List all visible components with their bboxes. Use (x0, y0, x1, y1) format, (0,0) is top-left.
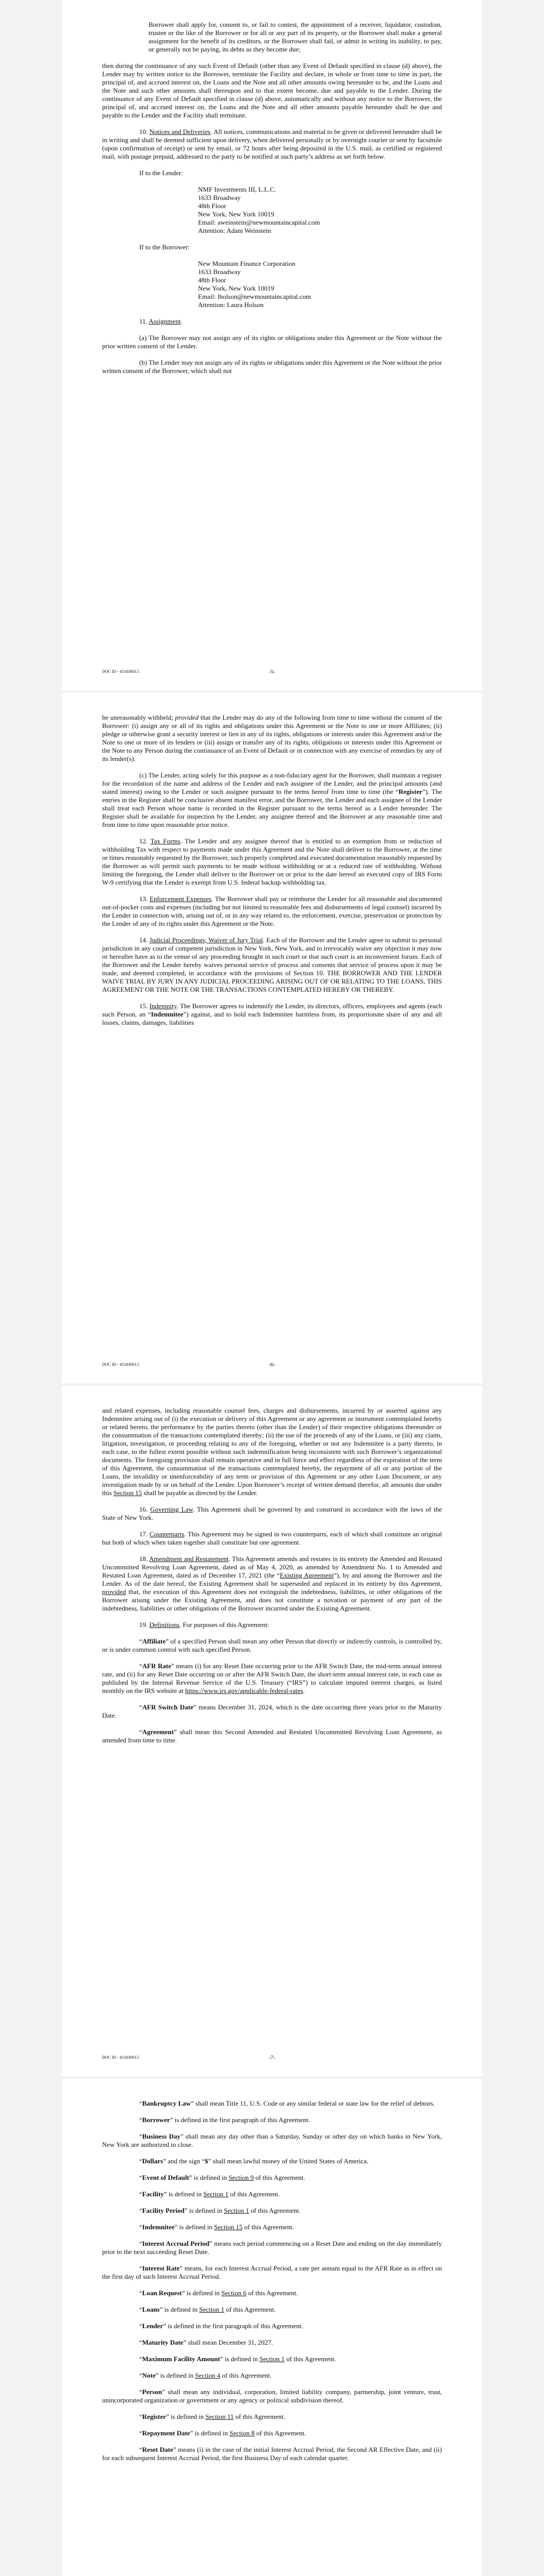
text-span: “ (139, 2223, 142, 2231)
text-span: “ (139, 2207, 142, 2214)
paragraph (102, 243, 442, 251)
paragraph (102, 837, 442, 887)
defined-term: Bankruptcy Law (142, 2099, 191, 2107)
paragraph (102, 2223, 442, 2231)
text-span: (a) The Borrower may not assign any of its rights or obligations under this Agreement or the Note without the prior written consent of the Lender. (102, 334, 442, 350)
defined-term: Business Day (142, 2132, 180, 2140)
text-span: . The Borrower shall pay or reimburse the Lender for all reasonable and documented out-of-pocket costs and expenses (including but not limited to reasonable fees and disbursements of legal counsel) incurred by the Lender in connection with, arising out of, or in any way related to, the enforcement, exercise, preservation or protection by the Lender of any of its rights under this Agreement or the Note. (102, 895, 442, 927)
text-span: 11. (139, 317, 149, 325)
text-span: . Each of the Borrower and the Lender agree to submit to personal jurisdiction in any court of competent jurisdiction in New York, New York, and to irrevocably waive any objection it may now or hereafter have as to the venue of any proceeding brought in such court or that such court is an inconvenient forum. Each of the Borrower and the Lender hereby waives personal service of process and consents that service of process upon it may be made, and deemed completed, in accordance with the provisions of Section 10. THE BORROWER AND THE LENDER WAIVE TRIAL BY JURY IN ANY JUDICIAL PROCEEDING ARISING OUT OF OR RELATING TO THE LOANS, THIS AGREEMENT OR THE NOTE OR THE TRANSACTIONS CONTEMPLATED HEREBY OR THEREBY. (102, 936, 442, 993)
text-span: 13. (139, 895, 150, 903)
text-span: ” shall mean lawful money of the United States of America. (208, 2157, 369, 2165)
paragraph (102, 1002, 442, 1027)
text-span: ” is defined in the first paragraph of this Agreement. (163, 2322, 303, 2330)
page-content (102, 1406, 442, 1744)
paragraph (102, 2429, 442, 2437)
text-span: “ (139, 2289, 142, 2297)
defined-term: Lender (142, 2322, 163, 2330)
paragraph (102, 1406, 442, 1497)
paragraph (102, 1505, 442, 1522)
paragraph (102, 2388, 442, 2404)
paragraph (102, 1530, 442, 1547)
defined-term: Maturity Date (142, 2338, 184, 2346)
address-line: New Mountain Finance Corporation (198, 260, 295, 267)
paragraph (102, 2355, 442, 2363)
paragraph (102, 2338, 442, 2347)
document-id: DOC ID - 45183003.5 (102, 669, 139, 674)
page-content (102, 714, 442, 1027)
text-span: 15. (139, 1002, 150, 1010)
text-span: ”) against, and to hold each Indemnitee harmless from, its proportionate share of any and all losses, claims, damages, liabilities (102, 1010, 442, 1026)
paragraph (102, 1555, 442, 1613)
text-span: “ (139, 2446, 142, 2453)
address-line: Attention: Adam Weinstein (198, 227, 271, 234)
document-id: DOC ID - 45183003.5 (102, 1362, 139, 1367)
paragraph (102, 2322, 442, 2330)
page-footer (102, 1361, 442, 1369)
text-span: “ (139, 2132, 142, 2140)
defined-term: Agreement (142, 1728, 174, 1736)
text-span: of this Agreement. (220, 2371, 272, 2379)
paragraph (102, 2190, 442, 2198)
page-content (102, 2099, 442, 2462)
text-span: If to the Borrower: (139, 243, 190, 251)
text-span: “ (139, 2157, 142, 2165)
paragraph (102, 2264, 442, 2281)
text-span: 16. (139, 1505, 151, 1513)
text-span: . This Agreement amends and restates in its entirety the Amended and Restated Uncommitted Revolving Loan Agreement, dated as of May 4, 2020, as amended by Amendment No. 1 to Amended and Restated Loan Agreement, dated as of December 17, 2021 (the “ (102, 1555, 442, 1579)
text-span: “ (139, 1728, 142, 1736)
text-span: ” shall mean any day other than a Saturday, Sunday or other day on which banks in New York, New York are authorized to close. (102, 2132, 442, 2148)
text-span: . (303, 1687, 305, 1694)
text-span: ” means December 31, 2024, which is the date occurring three years prior to the Maturity Date. (102, 1703, 442, 1719)
text-span: ” shall mean this Second Amended and Restated Uncommitted Revolving Loan Agreement, as amended from time to time. (102, 1728, 442, 1744)
section-heading: Section 1 (224, 2207, 250, 2214)
defined-term: Interest Accrual Period (142, 2240, 209, 2247)
defined-term: AFR Rate (142, 1662, 171, 1670)
address-line: Email: aweinstein@newmountaincapital.com (198, 218, 320, 226)
text-span: “ (139, 2322, 142, 2330)
text-span: ” is defined in (220, 2355, 260, 2363)
section-heading: Section 6 (221, 2289, 247, 2297)
section-heading: Section 15 (113, 1489, 142, 1497)
defined-term: Affiliate (142, 1637, 166, 1645)
text-span: . All notices, communications and material to be given or delivered hereunder shall be in writing and shall be deemed sufficient upon delivery, when delivered personally or by overnight courier or sent by facsimile (upon confirmation of receipt) or sent by email, or 72 hours after being deposited in the U.S. mail, as certified or registered mail, with postage prepaid, addressed to the party to be notified at such party’s address as set forth below. (102, 128, 442, 160)
defined-term: Interest Rate (142, 2264, 180, 2272)
text-span: . This Agreement may be signed in two counterparts, each of which shall constitute an original but both of which when taken together shall constitute but one agreement. (102, 1530, 442, 1546)
defined-term: Maximum Facility Amount (142, 2355, 220, 2363)
text-span: . For purposes of this Agreement: (179, 1621, 270, 1629)
document-id: DOC ID - 45183003.5 (102, 2055, 139, 2060)
address-line: 1633 Broadway (198, 268, 241, 276)
text-span: shall be payable as directed by the Lender. (142, 1489, 258, 1497)
text-span: “ (139, 2306, 142, 2313)
paragraph (102, 1703, 442, 1720)
paragraph (102, 1621, 442, 1629)
paragraph (102, 771, 442, 829)
page-number: -5- (269, 669, 275, 675)
text-span: . The Lender and any assignee thereof that is entitled to an exemption from or reduction of withholding Tax with respect to payments made under this Agreement and the Note shall deliver to the Borrower, at the time or times reasonably requested by the Borrower, such properly completed and executed documentation reasonably requested by the Borrower as will permit such payments to be made without withholding or at a reduced rate of withholding. Without limiting the foregoing, the Lender shall deliver to the Borrower on or prior to the date hereof an executed copy of IRS Form W-9 certifying that the Lender is exempt from U.S. federal backup withholding tax. (102, 837, 442, 886)
defined-term: Dollars (142, 2157, 163, 2165)
text-span: ” means (i) for any Reset Date occurring prior to the AFR Switch Date, the mid-term annual interest rate, and (ii) for any Reset Date occurring on or after the AFR Switch Date, the short-term annual interest rate, in each case as published by the Internal Revenue Service of the U.S. Treasury (“IRS”) to calculate imputed interest charges, as listed monthly on the IRS website at (102, 1662, 442, 1694)
address-line: New York, New York 10019 (198, 284, 274, 292)
text-span: of this Agreement. (254, 2429, 306, 2437)
defined-term: Register (142, 2413, 166, 2420)
defined-term: Loan Request (142, 2289, 182, 2297)
defined-term: AFR Switch Date (142, 1703, 193, 1711)
text-span: of this Agreement. (228, 2190, 280, 2198)
text-span: “ (139, 2190, 142, 2198)
text-span: of this Agreement. (234, 2413, 285, 2420)
text-span: of this Agreement. (254, 2174, 305, 2181)
text-span: ”), by and among the Borrower and the Lender. As of the date hereof, the Existing Agreement shall be superseded and replaced in its entirety by this Agreement, (102, 1571, 442, 1587)
defined-term: Indemnitee (151, 1010, 184, 1018)
defined-term: $ (205, 2157, 208, 2165)
page-number: -6- (269, 1362, 275, 1368)
text-span: ” means each period commencing on a Reset Date and ending on the day immediately prior to the next succeeding Reset Date. (102, 2240, 442, 2256)
text-span: that, the execution of this Agreement does not extinguish the indebtedness, liabilities, or other obligations of the Borrower arising under the Existing Agreement, and does not constitute a novation or payment of any part of the indebtedness, liabilities or other obligations of the Borrower incurred under the Existing Agreement. (102, 1588, 442, 1612)
section-heading: Tax Forms (150, 837, 180, 845)
section-heading: Enforcement Expenses (150, 895, 212, 903)
section-heading: Section 15 (214, 2223, 243, 2231)
address-line: NMF Investments III, L.L.C. (198, 185, 276, 193)
paragraph (102, 1662, 442, 1695)
text-span: ” means, for each Interest Accrual Period, a rate per annum equal to the AFR Rate as in effect on the first day of such Interest Accrual Period. (102, 2264, 442, 2280)
page-footer (102, 2054, 442, 2062)
defined-term: Reset Date (142, 2446, 173, 2453)
text-span: 17. (139, 1530, 150, 1538)
text-span: “ (139, 2371, 142, 2379)
section-heading: Indemnity (149, 1002, 177, 1010)
text-span: “ (139, 2413, 142, 2420)
text-span: “ (139, 2264, 142, 2272)
paragraph (102, 2157, 442, 2165)
paragraph (102, 317, 442, 326)
address-line: 1633 Broadway (198, 194, 241, 201)
section-heading: Counterparts (150, 1530, 185, 1538)
text-span: then during the continuance of any such Event of Default (other than any Event of Default specified in clause (d) above), the Lender may by written notice to the Borrower, terminate the Facility and declare, in whole or from time to time in part, the principal of, and accrued interest on, the Loans and the Note and all other amounts owing hereunder to be, and the Loans and the Note and such other amounts shall thereupon and to that extent become, due and payable to the Lender. During the continuance of any Event of Default specified in clause (d) above, automatically and without any notice to the Borrower, the principal of, and accrued interest on, the Loans and the Note and all other amounts payable hereunder shall be due and payable to the Lender and the Facility shall terminate. (102, 62, 442, 119)
page-footer (102, 668, 442, 676)
paragraph (102, 334, 442, 350)
text-span: of this Agreement. (246, 2289, 298, 2297)
text-span: “ (139, 2099, 142, 2107)
section-heading: Section 1 (199, 2306, 225, 2313)
paragraph (102, 1728, 442, 1744)
text-span: and related expenses, including reasonable counsel fees, charges and disbursements, incurred by or asserted against any Indemnitee arising out of (i) the execution or delivery of this Agreement or any agreement or instrument contemplated hereby or related hereto, the performance by the parties thereto (other than the Lender) of their respective obligations thereunder or the consummation of the transactions contemplated thereby; (ii) the use of the proceeds of any of the Loans, or (iii) any claim, litigation, investigation, or proceeding relating to any of the foregoing, whether or not any Indemnitee is a party thereto, in each case, to the fullest extent possible without such indemnification being inconsistent with such Borrower’s organizational documents. The foregoing provision shall remain operative and in full force and effect regardless of the expiration of the term of this Agreement, the consummation of the transactions contemplated hereby, the repayment of all or any portion of the Loans, the invalidity or unenforceability of any term or provision of this Agreement or any other Loan Document, or any investigation made by or on behalf of the Lender. Upon Borrower’s receipt of written demand therefor, all amounts due under this (102, 1406, 442, 1497)
text-span: ” is defined in (189, 2174, 229, 2181)
paragraph (102, 936, 442, 994)
document-page (62, 2079, 482, 2576)
paragraph (102, 895, 442, 928)
paragraph (102, 1637, 442, 1654)
address-line: New York, New York 10019 (198, 210, 274, 218)
text-span: ” is defined in (182, 2289, 222, 2297)
section-heading: Existing Agreement (279, 1571, 334, 1579)
paragraph (102, 21, 442, 54)
text-span: ” of a specified Person shall mean any other Person that directly or indirectly controls, is controlled by, or is under common control with such specified Person. (102, 1637, 442, 1653)
defined-term: Loans (142, 2306, 160, 2313)
section-heading: provided (102, 1588, 126, 1596)
text-span: ” and the sign “ (163, 2157, 205, 2165)
text-span: “ (139, 1703, 142, 1711)
text-span: 18. (139, 1555, 150, 1563)
section-heading: Section 11 (205, 2413, 234, 2420)
section-heading: Section 1 (259, 2355, 285, 2363)
text-span: of this Agreement. (242, 2223, 294, 2231)
text-span: ” is defined in (163, 2190, 204, 2198)
text-span: “ (139, 2240, 142, 2247)
text-span: of this Agreement. (285, 2355, 336, 2363)
text-span: ” is defined in (174, 2223, 215, 2231)
text-span: “ (139, 2355, 142, 2363)
text-span: (b) The Lender may not assign any of its rights or obligations under this Agreement or the Note without the prior written consent of the Borrower, which shall not (102, 359, 442, 375)
paragraph (102, 2240, 442, 2256)
defined-term: Register (398, 788, 423, 795)
text-span: ” is defined in (190, 2429, 230, 2437)
text-span: . (180, 317, 183, 325)
paragraph (102, 714, 442, 763)
section-heading: Judicial Proceedings; Waiver of Jury Trial (149, 936, 263, 944)
text-span: 10. (139, 128, 150, 135)
paragraph (102, 2413, 442, 2421)
document-page (62, 1386, 482, 2076)
address-block (198, 260, 442, 309)
address-line: Email: lholson@newmountaincapital.com (198, 293, 311, 300)
defined-term: Facility (142, 2190, 164, 2198)
text-span: If to the Lender: (139, 169, 183, 177)
text-span: that the Lender may do any of the following from time to time without the consent of the Borrower: (i) assign any or all of its rights and obligations under this Agreement or the Note to one or more Affiliates; (ii) pledge or otherwise grant a security interest or lien in any of its rights, obligations or interests under this Agreement and/or the Note to one or more of its lenders or (iii) assign or transfer any of its rights, obligations or interests under this Agreement or the Note to any Person during the continuance of an Event of Default or in connection with any exercise of remedies by any of its lender(s). (102, 714, 442, 762)
text-span: ” shall mean any individual, corporation, limited liability company, partnership, joint venture, trust, unincorporated organization or government or any agency or political subdivision thereof. (102, 2388, 442, 2404)
text-span: ” is defined in (166, 2413, 206, 2420)
text-span: ”). The entries in the Register shall be conclusive absent manifest error, and the Borrower, the Lender and each assignee of the Lender shall treat each Person whose name is recorded in the Register pursuant to the terms hereof as a Lender hereunder. The Register shall be available for inspection by the Lender, any assignee thereof and the Borrower at any reasonable time and from time to time upon reasonable prior notice. (102, 788, 442, 828)
text-span: provided (175, 714, 199, 721)
paragraph (102, 2116, 442, 2124)
section-heading: Section 4 (195, 2371, 221, 2379)
paragraph (102, 2207, 442, 2215)
text-span: be unreasonably withheld; (102, 714, 175, 721)
text-span: of this Agreement. (249, 2207, 301, 2214)
paragraph (102, 169, 442, 177)
link[interactable]: https://www.irs.gov/applicable-federal-rates (185, 1687, 303, 1694)
section-heading: Section 9 (228, 2174, 254, 2181)
text-span: “ (139, 2116, 142, 2124)
defined-term: Repayment Date (142, 2429, 190, 2437)
text-span: ” is defined in (159, 2306, 200, 2313)
text-span: Borrower shall apply for, consent to, or fail to contest, the appointment of a receiver, liquidator, custodian, trustee or the like of the Borrower or for all or any part of its property, or the Borrower shall make a general assignment for the benefit of its creditors, or the Borrower shall fail, or admit in writing its inability, to pay, or generally not be paying, its debts as they become due; (149, 21, 442, 53)
paragraph (102, 359, 442, 375)
text-span: 19. (139, 1621, 150, 1629)
text-span: . The Borrower agrees to indemnify the Lender, its directors, officers, employees and agents (each such Person, an “ (102, 1002, 442, 1018)
text-span: ” shall mean December 31, 2027. (183, 2338, 273, 2346)
text-span: ” means (i) in the case of the initial Interest Accrual Period, the Second AR Effective Date, and (ii) for each subsequent Interest Accrual Period, the first Business Day of each calendar quarter. (102, 2446, 442, 2462)
paragraph (102, 2289, 442, 2297)
text-span: “ (139, 2174, 142, 2181)
section-heading: Definitions (149, 1621, 179, 1629)
text-span: ” shall mean Title 11, U.S. Code or any similar federal or state law for the relief of debtors. (191, 2099, 435, 2107)
text-span: ” is defined in (184, 2207, 224, 2214)
section-heading: Notices and Deliveries (149, 128, 211, 135)
text-span: . This Agreement shall be governed by and construed in accordance with the laws of the State of New York. (102, 1505, 442, 1521)
section-heading: Governing Law (150, 1505, 193, 1513)
defined-term: Borrower (142, 2116, 170, 2124)
text-span: “ (139, 2388, 142, 2396)
paragraph (102, 128, 442, 161)
paragraph (102, 2446, 442, 2462)
text-span: 12. (139, 837, 151, 845)
section-heading: Section 1 (203, 2190, 228, 2198)
defined-term: Note (142, 2371, 156, 2379)
address-line: 48th Floor (198, 276, 226, 284)
text-span: “ (139, 2429, 142, 2437)
defined-term: Event of Default (142, 2174, 189, 2181)
text-span: (c) The Lender, acting solely for this purpose as a non-fiduciary agent for the Borrower, shall maintain a register for the recordation of the name and address of the Lender and each assignee of the Lender, and the principal amounts (and stated interest) owing to the Lender or such assignee pursuant to the terms hereof from time to time (the “ (102, 771, 442, 795)
defined-term: Indemnitee (142, 2223, 175, 2231)
section-heading: Amendment and Restatement (149, 1555, 229, 1563)
defined-term: Person (142, 2388, 162, 2396)
paragraph (102, 2371, 442, 2380)
paragraph (102, 2306, 442, 2314)
text-span: “ (139, 1662, 142, 1670)
document-page (62, 693, 482, 1383)
text-span: of this Agreement. (224, 2306, 276, 2313)
paragraph (102, 62, 442, 120)
paragraph (102, 2132, 442, 2149)
address-block (198, 185, 442, 235)
text-span: 14. (139, 936, 150, 944)
defined-term: Facility Period (142, 2207, 185, 2214)
section-heading: Assignment (149, 317, 181, 325)
section-heading: Section 8 (229, 2429, 255, 2437)
text-span: “ (139, 1637, 142, 1645)
paragraph (102, 2174, 442, 2182)
text-span: ” is defined in (155, 2371, 195, 2379)
page-number: -7- (269, 2055, 275, 2061)
text-span: “ (139, 2338, 142, 2346)
address-line: Attention: Laura Holson (198, 301, 264, 309)
address-line: 48th Floor (198, 202, 226, 210)
document-page (62, 0, 482, 690)
text-span: ” is defined in the first paragraph of this Agreement. (170, 2116, 310, 2124)
paragraph (102, 2099, 442, 2108)
page-content (102, 21, 442, 375)
